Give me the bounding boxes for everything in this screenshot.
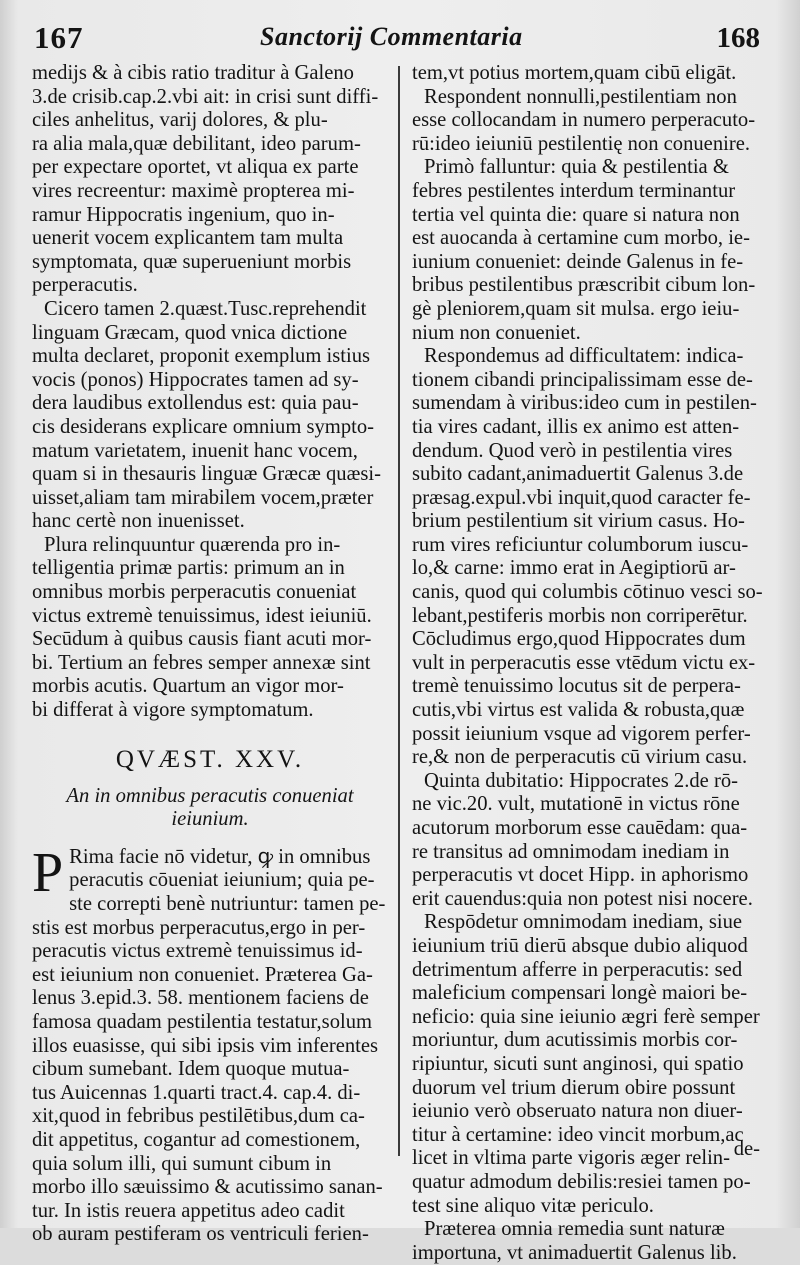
- text-line: sumendam à viribus:ideo cum in pestilen-: [412, 392, 757, 415]
- text-line: perperacutis vt docet Hipp. in aphorismo: [412, 864, 749, 887]
- text-line: victus extremè tenuissimus, idest ieiuniū.: [32, 604, 372, 627]
- text-line: tia vires cadant, illis ex animo est atten-: [412, 415, 740, 438]
- text-line: moriuntur, dum acutissimis morbis cor-: [412, 1029, 738, 1052]
- text-line: bi differat à vigore symptomatum.: [32, 699, 314, 722]
- text-line: nium non conueniet.: [412, 321, 581, 344]
- text-line: telligentia primæ partis: primum an in: [32, 557, 345, 580]
- text-line: Plura relinquuntur quærenda pro in-: [44, 533, 341, 556]
- text-line: duorum vel trium dierum obire possunt: [412, 1076, 736, 1099]
- text-line: subito cadant,animaduertit Galenus 3.de: [412, 463, 744, 486]
- text-line: est auocanda à certamine cum morbo, ie-: [412, 227, 750, 250]
- question-subtitle-line-2: ieiunium.: [171, 808, 249, 831]
- text-line: importuna, vt animaduertit Galenus lib.: [412, 1241, 737, 1264]
- text-line: Secūdum à quibus causis fiant acuti mor-: [32, 628, 372, 651]
- text-line: famosa quadam pestilentia testatur,solum: [32, 1010, 373, 1033]
- text-line: gè pleniorem,quam sit mulsa. ergo ieiu-: [412, 297, 740, 320]
- text-line: symptomata, quæ superueniunt morbis: [32, 250, 352, 273]
- text-line: medijs & à cibis ratio traditur à Galeno: [32, 62, 354, 84]
- right-page-number: 168: [716, 22, 760, 54]
- text-line: hanc certè non inuenisset.: [32, 510, 245, 533]
- text-line: morbo illo sæuissimo & acutissimo sanan-: [32, 1176, 383, 1199]
- text-line: Præterea omnia remedia sunt naturæ: [424, 1218, 725, 1241]
- text-line: ramur Hippocratis ingenium, quo in-: [32, 203, 335, 226]
- text-line: ne vic.20. vult, mutationē in victus rōne: [412, 793, 740, 816]
- text-line: per expectare oportet, vt aliqua ex parte: [32, 156, 359, 179]
- column-divider: [398, 66, 400, 1156]
- text-line: vocis (ponos) Hippocrates tamen ad sy-: [32, 368, 359, 391]
- text-line: multa declaret, proponit exemplum istius: [32, 345, 371, 368]
- text-line: neficio: quia sine ieiunio ægri ferè semper: [412, 1005, 760, 1028]
- text-line: brium pestilentium sit virium casus. Ho-: [412, 510, 745, 533]
- drop-capital: P: [32, 841, 64, 904]
- text-line: lo,& carne: immo erat in Aegiptiorū ar-: [412, 557, 736, 580]
- text-line: illos euasisse, qui sibi ipsis vim inferentes: [32, 1034, 379, 1057]
- text-line: tur. In istis reuera appetitus adeo cadit: [32, 1199, 345, 1222]
- text-line: cis desiderans explicare omnium sympto-: [32, 415, 374, 438]
- right-column: [412, 62, 766, 1265]
- text-line: stis est morbus perperacutus,ergo in per-: [32, 916, 366, 939]
- text-line: detrimentum afferre in perperacutis: sed: [412, 958, 743, 981]
- text-line: Cōcludimus ergo,quod Hippocrates dum: [412, 628, 746, 651]
- text-line: tem,vt potius mortem,quam cibū eligāt.: [412, 62, 737, 84]
- text-line: 3.de crisib.cap.2.vbi ait: in crisi sunt diffi-: [32, 85, 379, 108]
- text-line: est ieiunium non conueniet. Præterea Ga-: [32, 963, 373, 986]
- text-line: cutis,vbi virtus est valida & robusta,quæ: [412, 699, 745, 722]
- text-line: ob auram pestiferam os ventriculi ferien-: [32, 1223, 369, 1246]
- text-line: xit,quod in febribus pestilētibus,dum ca-: [32, 1105, 365, 1128]
- text-line: linguam Græcam, quod vnica dictione: [32, 321, 348, 344]
- page-header: [0, 18, 800, 58]
- text-line: Respondent nonnulli,pestilentiam non: [424, 85, 737, 108]
- text-line: Cicero tamen 2.quæst.Tusc.reprehendit: [44, 297, 367, 320]
- text-line: vult in perperacutis esse vtēdum victu ex-: [412, 651, 756, 674]
- text-line: quatur admodum debilis:resiei tamen po-: [412, 1170, 751, 1193]
- text-line: ripiuntur, sicuti sunt anginosi, qui spatio: [412, 1052, 744, 1075]
- text-line: febres pestilentes interdum terminantur: [412, 179, 736, 202]
- text-line: erit cauendus:quia non potest nisi nocere.: [412, 887, 753, 910]
- text-line: quia solum illi, qui sumunt cibum in: [32, 1152, 332, 1175]
- text-line: peracutis victus extremè tenuissimus id-: [32, 940, 363, 963]
- text-line: rū:ideo ieiuniū pestilentię non conuenire.: [412, 132, 750, 155]
- text-line: licet in vltima parte vigoris æger relin-: [412, 1147, 730, 1170]
- text-line: test sine aliquo vitæ periculo.: [412, 1194, 654, 1217]
- text-line: matum varietatem, inuenit hanc vocem,: [32, 439, 358, 462]
- text-line: ciles anhelitus, varij dolores, & plu-: [32, 109, 328, 132]
- text-line: Respondemus ad difficultatem: indica-: [424, 345, 744, 368]
- text-line: ra alia mala,quæ debilitant, ideo parum-: [32, 132, 361, 155]
- catchword: de-: [733, 1138, 760, 1160]
- right-text-block: [412, 62, 766, 1265]
- text-line: rum vires reficiuntur columborum iuscu-: [412, 533, 749, 556]
- running-title: Sanctorij Commentaria: [260, 22, 523, 51]
- text-line: bi. Tertium an febres semper annexæ sint: [32, 651, 371, 674]
- text-line: morbis acutis. Quartum an vigor mor-: [32, 675, 344, 698]
- text-line: perperacutis.: [32, 274, 138, 297]
- question-body-text: [32, 841, 388, 1247]
- text-line: cibum sumebant. Idem quoque mutua-: [32, 1058, 350, 1081]
- text-line: uenerit vocem explicantem tam multa: [32, 227, 344, 250]
- question-body: [32, 841, 388, 1247]
- text-line: quam si in thesauris linguæ Græcæ quæsi-: [32, 463, 381, 486]
- text-line: omnibus morbis perperacutis conueniat: [32, 581, 357, 604]
- text-line: re transitus ad omnimodam inediam in: [412, 840, 730, 863]
- text-line: Rima facie nō videtur, ꝙ in omnibus: [69, 845, 371, 868]
- text-line: titur à certamine: ideo vincit morbum,ac: [412, 1123, 744, 1146]
- text-line: Quinta dubitatio: Hippocrates 2.de rō-: [424, 769, 738, 792]
- text-line: esse collocandam in numero perperacuto-: [412, 109, 756, 132]
- text-line: canis, quod qui columbis cōtinuo vesci so-: [412, 581, 763, 604]
- text-line: ieiunium triū dierū absque dubio aliquod: [412, 934, 748, 957]
- text-line: possit ieiunium vsque ad vigorem perfer-: [412, 722, 751, 745]
- text-line: uisset,aliam tam mirabilem vocem,præter: [32, 486, 374, 509]
- text-line: re,& non de perperacutis cū virium casu.: [412, 746, 748, 769]
- text-line: iunium conueniet: deinde Galenus in fe-: [412, 250, 744, 273]
- text-line: Primò falluntur: quia & pestilentia &: [424, 156, 729, 179]
- text-line: peracutis cōueniat ieiunium; quia pe-: [69, 869, 375, 892]
- text-line: tremè tenuissimo locutus sit de perpera-: [412, 675, 741, 698]
- left-column: [32, 62, 388, 1247]
- text-line: præsag.expul.vbi inquit,quod caracter fe-: [412, 486, 751, 509]
- text-line: lenus 3.epid.3. 58. mentionem faciens de: [32, 987, 369, 1010]
- text-line: Respōdetur omnimodam inediam, siue: [424, 911, 743, 934]
- text-line: tertia vel quinta die: quare si natura non: [412, 203, 740, 226]
- left-page-number: 167: [34, 20, 84, 55]
- text-line: bribus pestilentibus præscribit cibum lon-: [412, 274, 756, 297]
- text-line: maleficium compensari longè maiori be-: [412, 982, 748, 1005]
- text-line: tionem cibandi principalissimam esse de-: [412, 368, 753, 391]
- text-line: lebant,pestiferis morbis non corriperētur.: [412, 604, 748, 627]
- text-line: tus Auicennas 1.quarti tract.4. cap.4. di-: [32, 1081, 361, 1104]
- text-line: ieiunio verò obseruato natura non diuer-: [412, 1100, 743, 1123]
- text-line: dendum. Quod verò in pestilentia vires: [412, 439, 733, 462]
- left-text-block: [32, 62, 388, 723]
- question-subtitle-line-1: An in omnibus peracutis conueniat: [66, 784, 354, 807]
- text-line: vires recreentur: maximè propterea mi-: [32, 179, 355, 202]
- text-line: acutorum morborum esse cauēdam: qua-: [412, 817, 748, 839]
- question-heading: QVÆST. XXV.: [115, 745, 305, 773]
- text-line: dera laudibus extollendus est: quia pau-: [32, 392, 359, 415]
- text-line: ste correpti benè nutriuntur: tamen pe-: [69, 893, 386, 915]
- text-line: dit appetitus, cogantur ad comestionem,: [32, 1128, 361, 1151]
